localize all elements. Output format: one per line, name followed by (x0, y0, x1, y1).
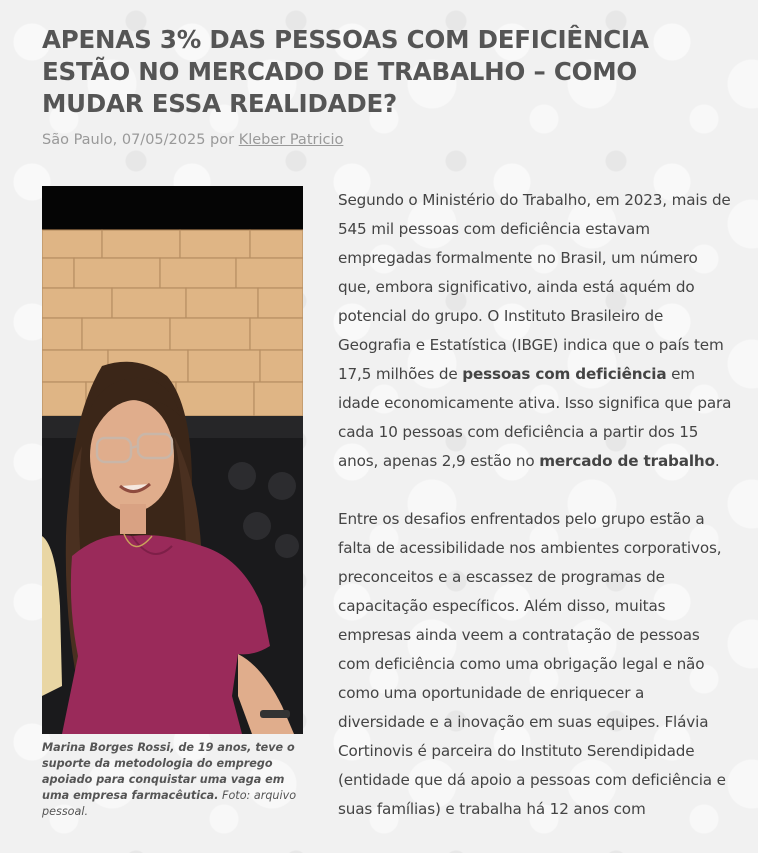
paragraph-1-part-3: . (714, 452, 720, 470)
paragraph-1-part-1: Segundo o Ministério do Trabalho, em 2023, mais de 545 mil pessoas com deficiência estavam empregadas formalmente no Brasil, um número que, embora significativo, ainda está aquém do potencial do grupo. O Instituto Brasileiro de Geografia e Estatística (IBGE) indica que o país tem 17,5 milhões de (338, 191, 731, 383)
photo-caption (42, 740, 303, 820)
photo (42, 186, 303, 734)
paragraph-1-part-2: em idade economicamente ativa. Isso significa que para cada 10 pessoas com deficiência a partir dos 15 anos, apenas 2,9 estão no (338, 365, 732, 470)
paragraph-2: Entre os desafios enfrentados pelo grupo estão a falta de acessibilidade nos ambientes corporativos, preconceitos e a escassez de programas de capacitação específicos. Além disso, muitas empresas ainda veem a contratação de pessoas com deficiência como uma obrigação legal e não como uma oportunidade de enriquecer a diversidade e a inovação em suas equipes. Flávia Cortinovis é parceira do Instituto Serendipidade (entidade que dá apoio a pessoas com deficiência e suas famílias) e trabalha há 12 anos com (338, 510, 726, 818)
caption-text: Marina Borges Rossi, de 19 anos, teve o suporte da metodologia do emprego apoiado para conquistar uma vaga em uma empresa farmacêutica. (42, 741, 295, 802)
article (42, 0, 732, 818)
article-meta (42, 132, 732, 148)
photo-credit: Foto: arquivo pessoal. (42, 789, 297, 818)
author-link[interactable]: Kleber Patricio (238, 132, 344, 148)
article-title: APENAS 3% DAS PESSOAS COM DEFICIÊNCIA ESTÃO NO MERCADO DE TRABALHO – COMO MUDAR ESSA REALIDADE? (42, 25, 649, 118)
keyword-link-mercado: mercado de trabalho (539, 452, 715, 470)
location-date: São Paulo, 07/05/2025 por (42, 132, 239, 148)
keyword-link-pcd: pessoas com deficiência (462, 365, 667, 383)
article-figure (42, 186, 303, 820)
paragraph-1 (338, 186, 732, 476)
article-body (338, 186, 732, 853)
